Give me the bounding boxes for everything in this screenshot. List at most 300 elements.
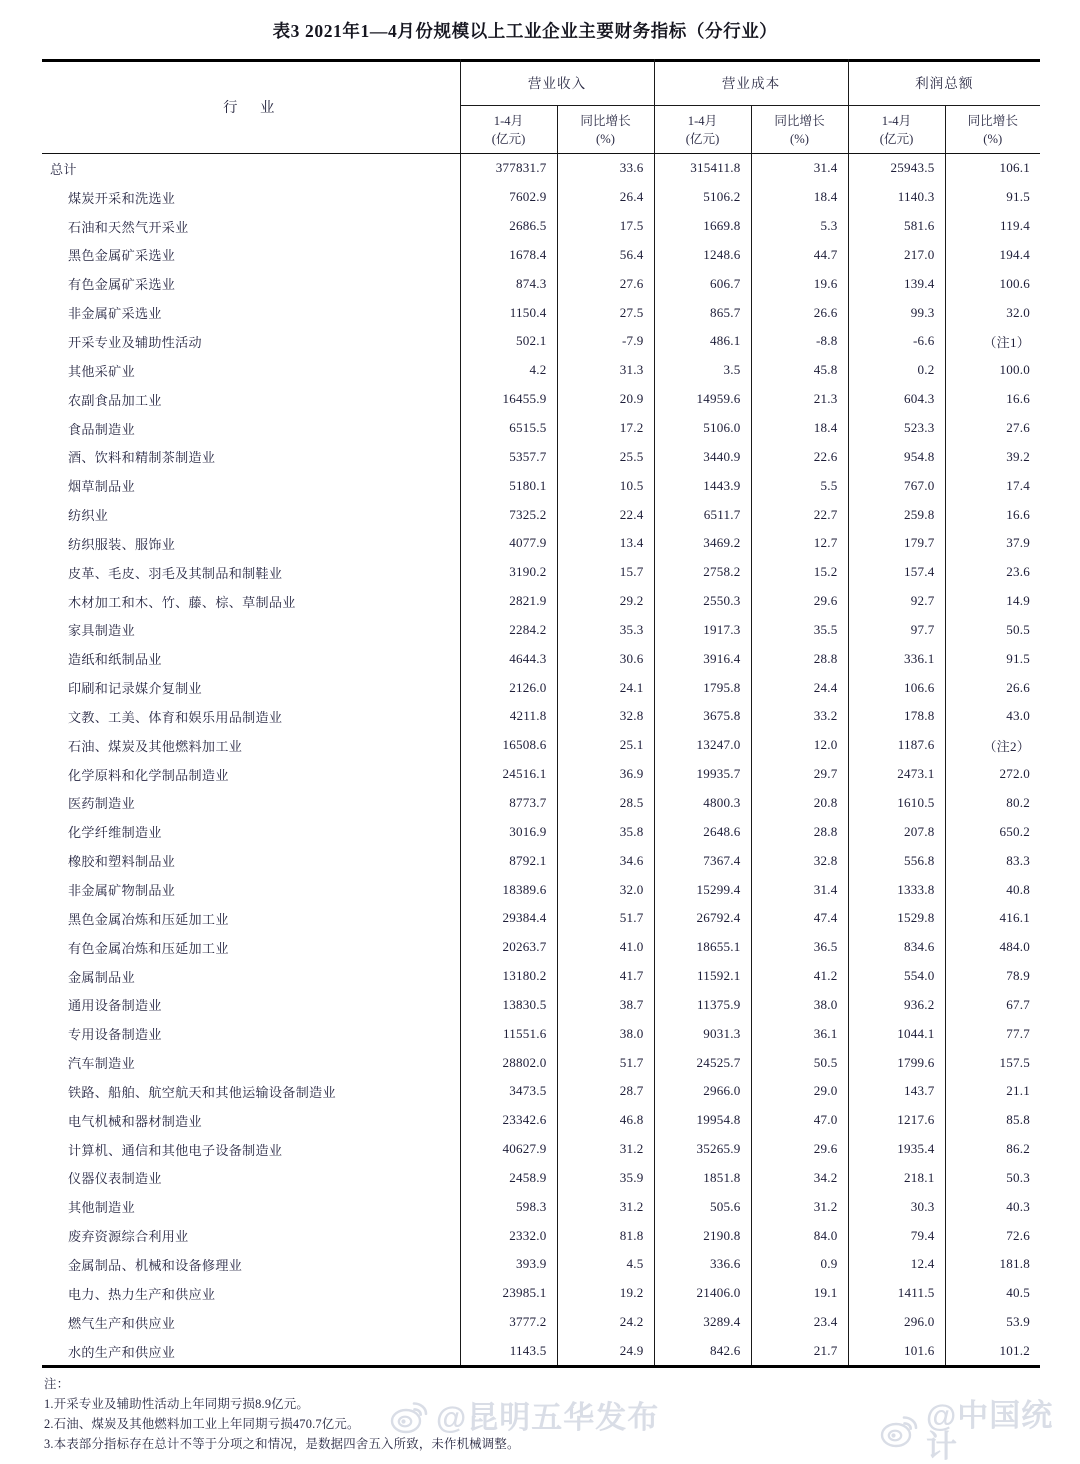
cell-profit-yoy: 100.0 (945, 356, 1040, 385)
row-industry-label: 有色金属矿采选业 (68, 277, 176, 293)
cell-profit-yoy: 100.6 (945, 269, 1040, 298)
cell-revenue-yoy: 27.6 (557, 269, 654, 298)
cell-revenue-yoy: 35.9 (557, 1164, 654, 1193)
cell-revenue-value: 4211.8 (460, 702, 557, 731)
cell-revenue-yoy: 28.7 (557, 1077, 654, 1106)
row-industry-label: 金属制品、机械和设备修理业 (68, 1257, 243, 1273)
cell-revenue-value: 502.1 (460, 327, 557, 356)
cell-cost-yoy: 19.6 (751, 269, 848, 298)
row-industry-label: 燃气生产和供应业 (68, 1315, 176, 1331)
cell-revenue-yoy: 10.5 (557, 471, 654, 500)
cell-cost-value: 11375.9 (654, 990, 751, 1019)
cell-revenue-value: 6515.5 (460, 414, 557, 443)
cell-cost-yoy: 34.2 (751, 1164, 848, 1193)
cell-profit-value: 97.7 (848, 616, 945, 645)
cell-profit-value: 79.4 (848, 1221, 945, 1250)
table-row (42, 442, 1040, 471)
cell-profit-yoy: 91.5 (945, 644, 1040, 673)
row-industry-label: 仪器仪表制造业 (68, 1171, 162, 1187)
cell-revenue-value: 5180.1 (460, 471, 557, 500)
financial-indicators-table (42, 59, 1040, 1365)
cell-cost-value: 505.6 (654, 1192, 751, 1221)
row-industry-label: 食品制造业 (68, 421, 135, 437)
cell-profit-value: 30.3 (848, 1192, 945, 1221)
cell-profit-yoy: 650.2 (945, 817, 1040, 846)
table-row (42, 1337, 1040, 1366)
cell-profit-yoy: 40.3 (945, 1192, 1040, 1221)
table-row (42, 1048, 1040, 1077)
table-row (42, 1279, 1040, 1308)
sub-header-line1: 同比增长 (580, 113, 631, 128)
cell-revenue-value: 23342.6 (460, 1106, 557, 1135)
cell-revenue-yoy: 32.8 (557, 702, 654, 731)
cell-revenue-yoy: 35.8 (557, 817, 654, 846)
table-row (42, 587, 1040, 616)
cell-cost-value: 14959.6 (654, 385, 751, 414)
column-header-cost-value (654, 106, 751, 155)
cell-cost-value: 3440.9 (654, 442, 751, 471)
cell-profit-value: 179.7 (848, 529, 945, 558)
cell-cost-yoy: 31.2 (751, 1192, 848, 1221)
cell-profit-value: 954.8 (848, 442, 945, 471)
cell-revenue-value: 1150.4 (460, 298, 557, 327)
row-industry-label: 开采专业及辅助性活动 (68, 334, 202, 350)
cell-revenue-value: 3473.5 (460, 1077, 557, 1106)
cell-revenue-yoy: 24.9 (557, 1337, 654, 1366)
cell-revenue-yoy: 34.6 (557, 846, 654, 875)
table-row (42, 269, 1040, 298)
cell-revenue-value: 2126.0 (460, 673, 557, 702)
cell-revenue-value: 16508.6 (460, 731, 557, 760)
cell-revenue-value: 13180.2 (460, 962, 557, 991)
cell-cost-yoy: -8.8 (751, 327, 848, 356)
cell-cost-value: 19935.7 (654, 760, 751, 789)
cell-profit-value: 523.3 (848, 414, 945, 443)
table-row (42, 1019, 1040, 1048)
column-header-profit-value (848, 106, 945, 155)
note-item: 3.本表部分指标存在总计不等于分项之和情况，是数据四舍五入所致，未作机械调整。 (44, 1437, 520, 1452)
cell-profit-value: 1217.6 (848, 1106, 945, 1135)
cell-revenue-value: 2284.2 (460, 616, 557, 645)
watermark-text: @昆明五华发布 (436, 1399, 660, 1435)
header-group-row (42, 59, 1040, 106)
table-row (42, 183, 1040, 212)
cell-revenue-value: 24516.1 (460, 760, 557, 789)
cell-cost-yoy: 24.4 (751, 673, 848, 702)
cell-cost-value: 1248.6 (654, 241, 751, 270)
cell-profit-value: 207.8 (848, 817, 945, 846)
cell-cost-yoy: 38.0 (751, 990, 848, 1019)
row-industry-label: 烟草制品业 (68, 479, 135, 495)
row-industry-label: 医药制造业 (68, 796, 135, 812)
cell-cost-yoy: 19.1 (751, 1279, 848, 1308)
cell-cost-value: 21406.0 (654, 1279, 751, 1308)
cell-revenue-value: 20263.7 (460, 933, 557, 962)
column-header-industry: 行 业 (223, 100, 279, 116)
sub-header-line1: 同比增长 (967, 113, 1018, 128)
cell-cost-value: 1795.8 (654, 673, 751, 702)
row-industry-label: 水的生产和供应业 (68, 1344, 176, 1360)
row-industry-label: 木材加工和木、竹、藤、棕、草制品业 (68, 594, 296, 610)
cell-profit-value: 604.3 (848, 385, 945, 414)
cell-profit-yoy: 101.2 (945, 1337, 1040, 1366)
cell-profit-yoy: 17.4 (945, 471, 1040, 500)
table-row (42, 1106, 1040, 1135)
cell-revenue-yoy: 31.3 (557, 356, 654, 385)
cell-cost-yoy: 29.6 (751, 1135, 848, 1164)
cell-profit-yoy: 37.9 (945, 529, 1040, 558)
cell-profit-value: 767.0 (848, 471, 945, 500)
column-header-cost-yoy (751, 106, 848, 155)
cell-cost-value: 4800.3 (654, 789, 751, 818)
cell-cost-yoy: 12.7 (751, 529, 848, 558)
cell-profit-yoy: 53.9 (945, 1308, 1040, 1337)
row-industry-label: 废弃资源综合利用业 (68, 1229, 189, 1245)
cell-profit-yoy: 50.5 (945, 616, 1040, 645)
cell-cost-yoy: 45.8 (751, 356, 848, 385)
cell-cost-yoy: 21.3 (751, 385, 848, 414)
cell-revenue-yoy: 38.7 (557, 990, 654, 1019)
table-row (42, 933, 1040, 962)
cell-cost-value: 7367.4 (654, 846, 751, 875)
row-industry-label: 汽车制造业 (68, 1056, 135, 1072)
table-row (42, 1308, 1040, 1337)
cell-profit-value: 157.4 (848, 558, 945, 587)
table-row (42, 817, 1040, 846)
cell-profit-value: 1187.6 (848, 731, 945, 760)
cell-cost-yoy: 44.7 (751, 241, 848, 270)
row-industry-label: 化学纤维制造业 (68, 825, 162, 841)
cell-revenue-yoy: 51.7 (557, 904, 654, 933)
sub-header-line1: 1-4月 (881, 113, 912, 128)
cell-cost-value: 35265.9 (654, 1135, 751, 1164)
cell-profit-value: 554.0 (848, 962, 945, 991)
row-industry-label: 电气机械和器材制造业 (68, 1113, 202, 1129)
cell-profit-yoy: 194.4 (945, 241, 1040, 270)
column-header-revenue-value (460, 106, 557, 155)
cell-cost-yoy: 36.1 (751, 1019, 848, 1048)
cell-cost-value: 13247.0 (654, 731, 751, 760)
cell-profit-yoy: 27.6 (945, 414, 1040, 443)
cell-cost-value: 19954.8 (654, 1106, 751, 1135)
cell-profit-value: 1935.4 (848, 1135, 945, 1164)
watermark-text: @中国统计 (926, 1398, 1054, 1464)
cell-revenue-yoy: 41.7 (557, 962, 654, 991)
note-item: 2.石油、煤炭及其他燃料加工业上年同期亏损470.7亿元。 (44, 1417, 360, 1432)
table-row (42, 875, 1040, 904)
cell-revenue-value: 598.3 (460, 1192, 557, 1221)
cell-profit-value: 556.8 (848, 846, 945, 875)
cell-cost-value: 606.7 (654, 269, 751, 298)
sub-header-line2: (亿元) (491, 132, 526, 146)
row-industry-label: 金属制品业 (68, 969, 135, 985)
cell-revenue-yoy: 17.2 (557, 414, 654, 443)
cell-cost-yoy: 15.2 (751, 558, 848, 587)
row-industry-label: 橡胶和塑料制品业 (68, 854, 176, 870)
cell-profit-value: 0.2 (848, 356, 945, 385)
cell-cost-yoy: 84.0 (751, 1221, 848, 1250)
table-body (42, 154, 1040, 1365)
cell-profit-yoy: 16.6 (945, 500, 1040, 529)
cell-revenue-value: 2821.9 (460, 587, 557, 616)
cell-profit-value: 178.8 (848, 702, 945, 731)
table-row (42, 1221, 1040, 1250)
cell-profit-value: 1411.5 (848, 1279, 945, 1308)
column-group-revenue: 营业收入 (460, 59, 654, 106)
sub-header-line2: (亿元) (879, 132, 914, 146)
cell-revenue-value: 29384.4 (460, 904, 557, 933)
cell-revenue-value: 3777.2 (460, 1308, 557, 1337)
cell-cost-value: 6511.7 (654, 500, 751, 529)
cell-revenue-value: 2686.5 (460, 212, 557, 241)
cell-profit-yoy: 119.4 (945, 212, 1040, 241)
column-header-profit-yoy (945, 106, 1040, 155)
row-industry-label: 家具制造业 (68, 623, 135, 639)
row-industry-label: 电力、热力生产和供应业 (68, 1286, 216, 1302)
cell-profit-yoy: 50.3 (945, 1164, 1040, 1193)
cell-profit-value: 101.6 (848, 1337, 945, 1366)
cell-profit-yoy: 14.9 (945, 587, 1040, 616)
cell-profit-yoy: 85.8 (945, 1106, 1040, 1135)
row-industry-label: 非金属矿采选业 (68, 306, 162, 322)
cell-cost-value: 11592.1 (654, 962, 751, 991)
cell-profit-value: 1044.1 (848, 1019, 945, 1048)
cell-profit-yoy: 77.7 (945, 1019, 1040, 1048)
cell-revenue-value: 5357.7 (460, 442, 557, 471)
cell-cost-yoy: 47.4 (751, 904, 848, 933)
cell-cost-yoy: 18.4 (751, 414, 848, 443)
cell-profit-value: 1799.6 (848, 1048, 945, 1077)
row-industry-label: 皮革、毛皮、羽毛及其制品和制鞋业 (68, 565, 283, 581)
cell-profit-value: 336.1 (848, 644, 945, 673)
cell-revenue-yoy: 46.8 (557, 1106, 654, 1135)
cell-revenue-yoy: 24.1 (557, 673, 654, 702)
cell-profit-value: 1140.3 (848, 183, 945, 212)
cell-cost-yoy: 33.2 (751, 702, 848, 731)
cell-profit-yoy: 26.6 (945, 673, 1040, 702)
cell-cost-yoy: 21.7 (751, 1337, 848, 1366)
cell-revenue-yoy: 81.8 (557, 1221, 654, 1250)
cell-cost-yoy: 5.3 (751, 212, 848, 241)
cell-cost-yoy: 5.5 (751, 471, 848, 500)
row-industry-label: 其他采矿业 (68, 363, 135, 379)
cell-profit-yoy: 83.3 (945, 846, 1040, 875)
cell-revenue-value: 1678.4 (460, 241, 557, 270)
cell-revenue-value: 2332.0 (460, 1221, 557, 1250)
row-industry-label: 有色金属冶炼和压延加工业 (68, 940, 229, 956)
cell-revenue-yoy: 13.4 (557, 529, 654, 558)
sub-header-line2: (%) (790, 132, 809, 146)
cell-profit-yoy: （注2） (945, 731, 1040, 760)
cell-cost-yoy: 22.6 (751, 442, 848, 471)
table-row (42, 356, 1040, 385)
cell-profit-yoy: 16.6 (945, 385, 1040, 414)
cell-cost-yoy: 22.7 (751, 500, 848, 529)
cell-profit-value: 139.4 (848, 269, 945, 298)
cell-profit-yoy: 86.2 (945, 1135, 1040, 1164)
cell-revenue-yoy: 15.7 (557, 558, 654, 587)
column-group-cost: 营业成本 (654, 59, 848, 106)
cell-cost-value: 24525.7 (654, 1048, 751, 1077)
cell-profit-value: 1610.5 (848, 789, 945, 818)
cell-revenue-yoy: 25.5 (557, 442, 654, 471)
cell-cost-yoy: 36.5 (751, 933, 848, 962)
cell-profit-value: 92.7 (848, 587, 945, 616)
column-group-profit: 利润总额 (848, 59, 1040, 106)
cell-cost-value: 3675.8 (654, 702, 751, 731)
table-row (42, 1135, 1040, 1164)
page-title: 表3 2021年1—4月份规模以上工业企业主要财务指标（分行业） (272, 21, 778, 41)
cell-cost-value: 3.5 (654, 356, 751, 385)
cell-revenue-value: 18389.6 (460, 875, 557, 904)
cell-revenue-yoy: 32.0 (557, 875, 654, 904)
cell-cost-value: 15299.4 (654, 875, 751, 904)
cell-cost-yoy: 31.4 (751, 154, 848, 183)
financial-table-container (42, 59, 1040, 1365)
cell-cost-value: 1443.9 (654, 471, 751, 500)
cell-profit-value: -6.6 (848, 327, 945, 356)
cell-cost-yoy: 23.4 (751, 1308, 848, 1337)
cell-profit-value: 2473.1 (848, 760, 945, 789)
cell-profit-yoy: 32.0 (945, 298, 1040, 327)
row-industry-label: 纺织服装、服饰业 (68, 536, 176, 552)
table-row (42, 1250, 1040, 1279)
cell-revenue-value: 1143.5 (460, 1337, 557, 1366)
row-industry-label: 石油和天然气开采业 (68, 219, 189, 235)
table-bottom-rule (42, 1365, 1040, 1368)
table-row (42, 673, 1040, 702)
table-row (42, 731, 1040, 760)
cell-revenue-value: 4.2 (460, 356, 557, 385)
row-industry-label: 通用设备制造业 (68, 998, 162, 1014)
cell-profit-value: 99.3 (848, 298, 945, 327)
row-industry-label: 黑色金属矿采选业 (68, 248, 176, 264)
cell-cost-yoy: 20.8 (751, 789, 848, 818)
cell-revenue-yoy: 31.2 (557, 1135, 654, 1164)
cell-cost-yoy: 12.0 (751, 731, 848, 760)
cell-cost-value: 9031.3 (654, 1019, 751, 1048)
table-row (42, 760, 1040, 789)
cell-cost-value: 1851.8 (654, 1164, 751, 1193)
cell-profit-yoy: 484.0 (945, 933, 1040, 962)
row-industry-label: 黑色金属冶炼和压延加工业 (68, 911, 229, 927)
cell-profit-value: 143.7 (848, 1077, 945, 1106)
cell-revenue-value: 28802.0 (460, 1048, 557, 1077)
cell-cost-value: 26792.4 (654, 904, 751, 933)
table-row (42, 644, 1040, 673)
cell-cost-yoy: 35.5 (751, 616, 848, 645)
row-industry-label: 铁路、船舶、航空航天和其他运输设备制造业 (68, 1084, 336, 1100)
cell-revenue-yoy: 41.0 (557, 933, 654, 962)
cell-profit-value: 106.6 (848, 673, 945, 702)
row-industry-label: 非金属矿物制品业 (68, 883, 176, 899)
cell-cost-value: 3289.4 (654, 1308, 751, 1337)
cell-revenue-yoy: 27.5 (557, 298, 654, 327)
cell-cost-value: 842.6 (654, 1337, 751, 1366)
cell-revenue-value: 23985.1 (460, 1279, 557, 1308)
cell-cost-yoy: 29.0 (751, 1077, 848, 1106)
row-industry-label: 文教、工美、体育和娱乐用品制造业 (68, 709, 283, 725)
cell-revenue-yoy: 33.6 (557, 154, 654, 183)
cell-revenue-value: 4077.9 (460, 529, 557, 558)
row-industry-label: 其他制造业 (68, 1200, 135, 1216)
cell-profit-yoy: 416.1 (945, 904, 1040, 933)
table-row (42, 500, 1040, 529)
table-row (42, 154, 1040, 183)
cell-revenue-value: 11551.6 (460, 1019, 557, 1048)
cell-profit-yoy: 181.8 (945, 1250, 1040, 1279)
cell-revenue-yoy: 29.2 (557, 587, 654, 616)
cell-cost-yoy: 0.9 (751, 1250, 848, 1279)
table-row (42, 558, 1040, 587)
cell-cost-yoy: 28.8 (751, 644, 848, 673)
sub-header-line1: 1-4月 (493, 113, 524, 128)
cell-cost-yoy: 47.0 (751, 1106, 848, 1135)
row-industry-label: 化学原料和化学制品制造业 (68, 767, 229, 783)
cell-revenue-yoy: 36.9 (557, 760, 654, 789)
table-row (42, 385, 1040, 414)
cell-cost-yoy: 28.8 (751, 817, 848, 846)
cell-profit-value: 12.4 (848, 1250, 945, 1279)
note-item: 1.开采专业及辅助性活动上年同期亏损8.9亿元。 (44, 1397, 310, 1412)
cell-revenue-value: 8792.1 (460, 846, 557, 875)
cell-cost-value: 486.1 (654, 327, 751, 356)
row-industry-label: 酒、饮料和精制茶制造业 (68, 450, 216, 466)
cell-revenue-yoy: 35.3 (557, 616, 654, 645)
table-row (42, 212, 1040, 241)
cell-profit-yoy: 272.0 (945, 760, 1040, 789)
cell-cost-value: 2190.8 (654, 1221, 751, 1250)
cell-cost-value: 2648.6 (654, 817, 751, 846)
cell-cost-value: 2758.2 (654, 558, 751, 587)
cell-revenue-value: 16455.9 (460, 385, 557, 414)
row-industry-label: 纺织业 (68, 508, 109, 524)
table-notes (44, 1374, 520, 1454)
table-row (42, 1164, 1040, 1193)
cell-revenue-value: 13830.5 (460, 990, 557, 1019)
cell-profit-yoy: 72.6 (945, 1221, 1040, 1250)
cell-cost-value: 5106.2 (654, 183, 751, 212)
row-industry-label: 石油、煤炭及其他燃料加工业 (68, 738, 243, 754)
cell-cost-value: 2550.3 (654, 587, 751, 616)
cell-cost-value: 18655.1 (654, 933, 751, 962)
table-row (42, 414, 1040, 443)
cell-revenue-value: 393.9 (460, 1250, 557, 1279)
cell-profit-yoy: 80.2 (945, 789, 1040, 818)
watermark-china-statistics (880, 1400, 1080, 1462)
table-row (42, 1077, 1040, 1106)
table-row (42, 904, 1040, 933)
cell-cost-value: 3469.2 (654, 529, 751, 558)
sub-header-line2: (%) (596, 132, 615, 146)
cell-profit-yoy: 157.5 (945, 1048, 1040, 1077)
cell-cost-yoy: 31.4 (751, 875, 848, 904)
cell-profit-yoy: 43.0 (945, 702, 1040, 731)
sub-header-line2: (%) (983, 132, 1003, 146)
cell-cost-value: 5106.0 (654, 414, 751, 443)
cell-profit-value: 259.8 (848, 500, 945, 529)
cell-profit-value: 218.1 (848, 1164, 945, 1193)
cell-revenue-yoy: 28.5 (557, 789, 654, 818)
cell-revenue-value: 8773.7 (460, 789, 557, 818)
cell-cost-value: 1669.8 (654, 212, 751, 241)
row-industry-label: 煤炭开采和洗选业 (68, 190, 176, 206)
cell-cost-yoy: 18.4 (751, 183, 848, 212)
cell-profit-value: 25943.5 (848, 154, 945, 183)
cell-cost-value: 2966.0 (654, 1077, 751, 1106)
table-row (42, 1192, 1040, 1221)
table-row (42, 529, 1040, 558)
